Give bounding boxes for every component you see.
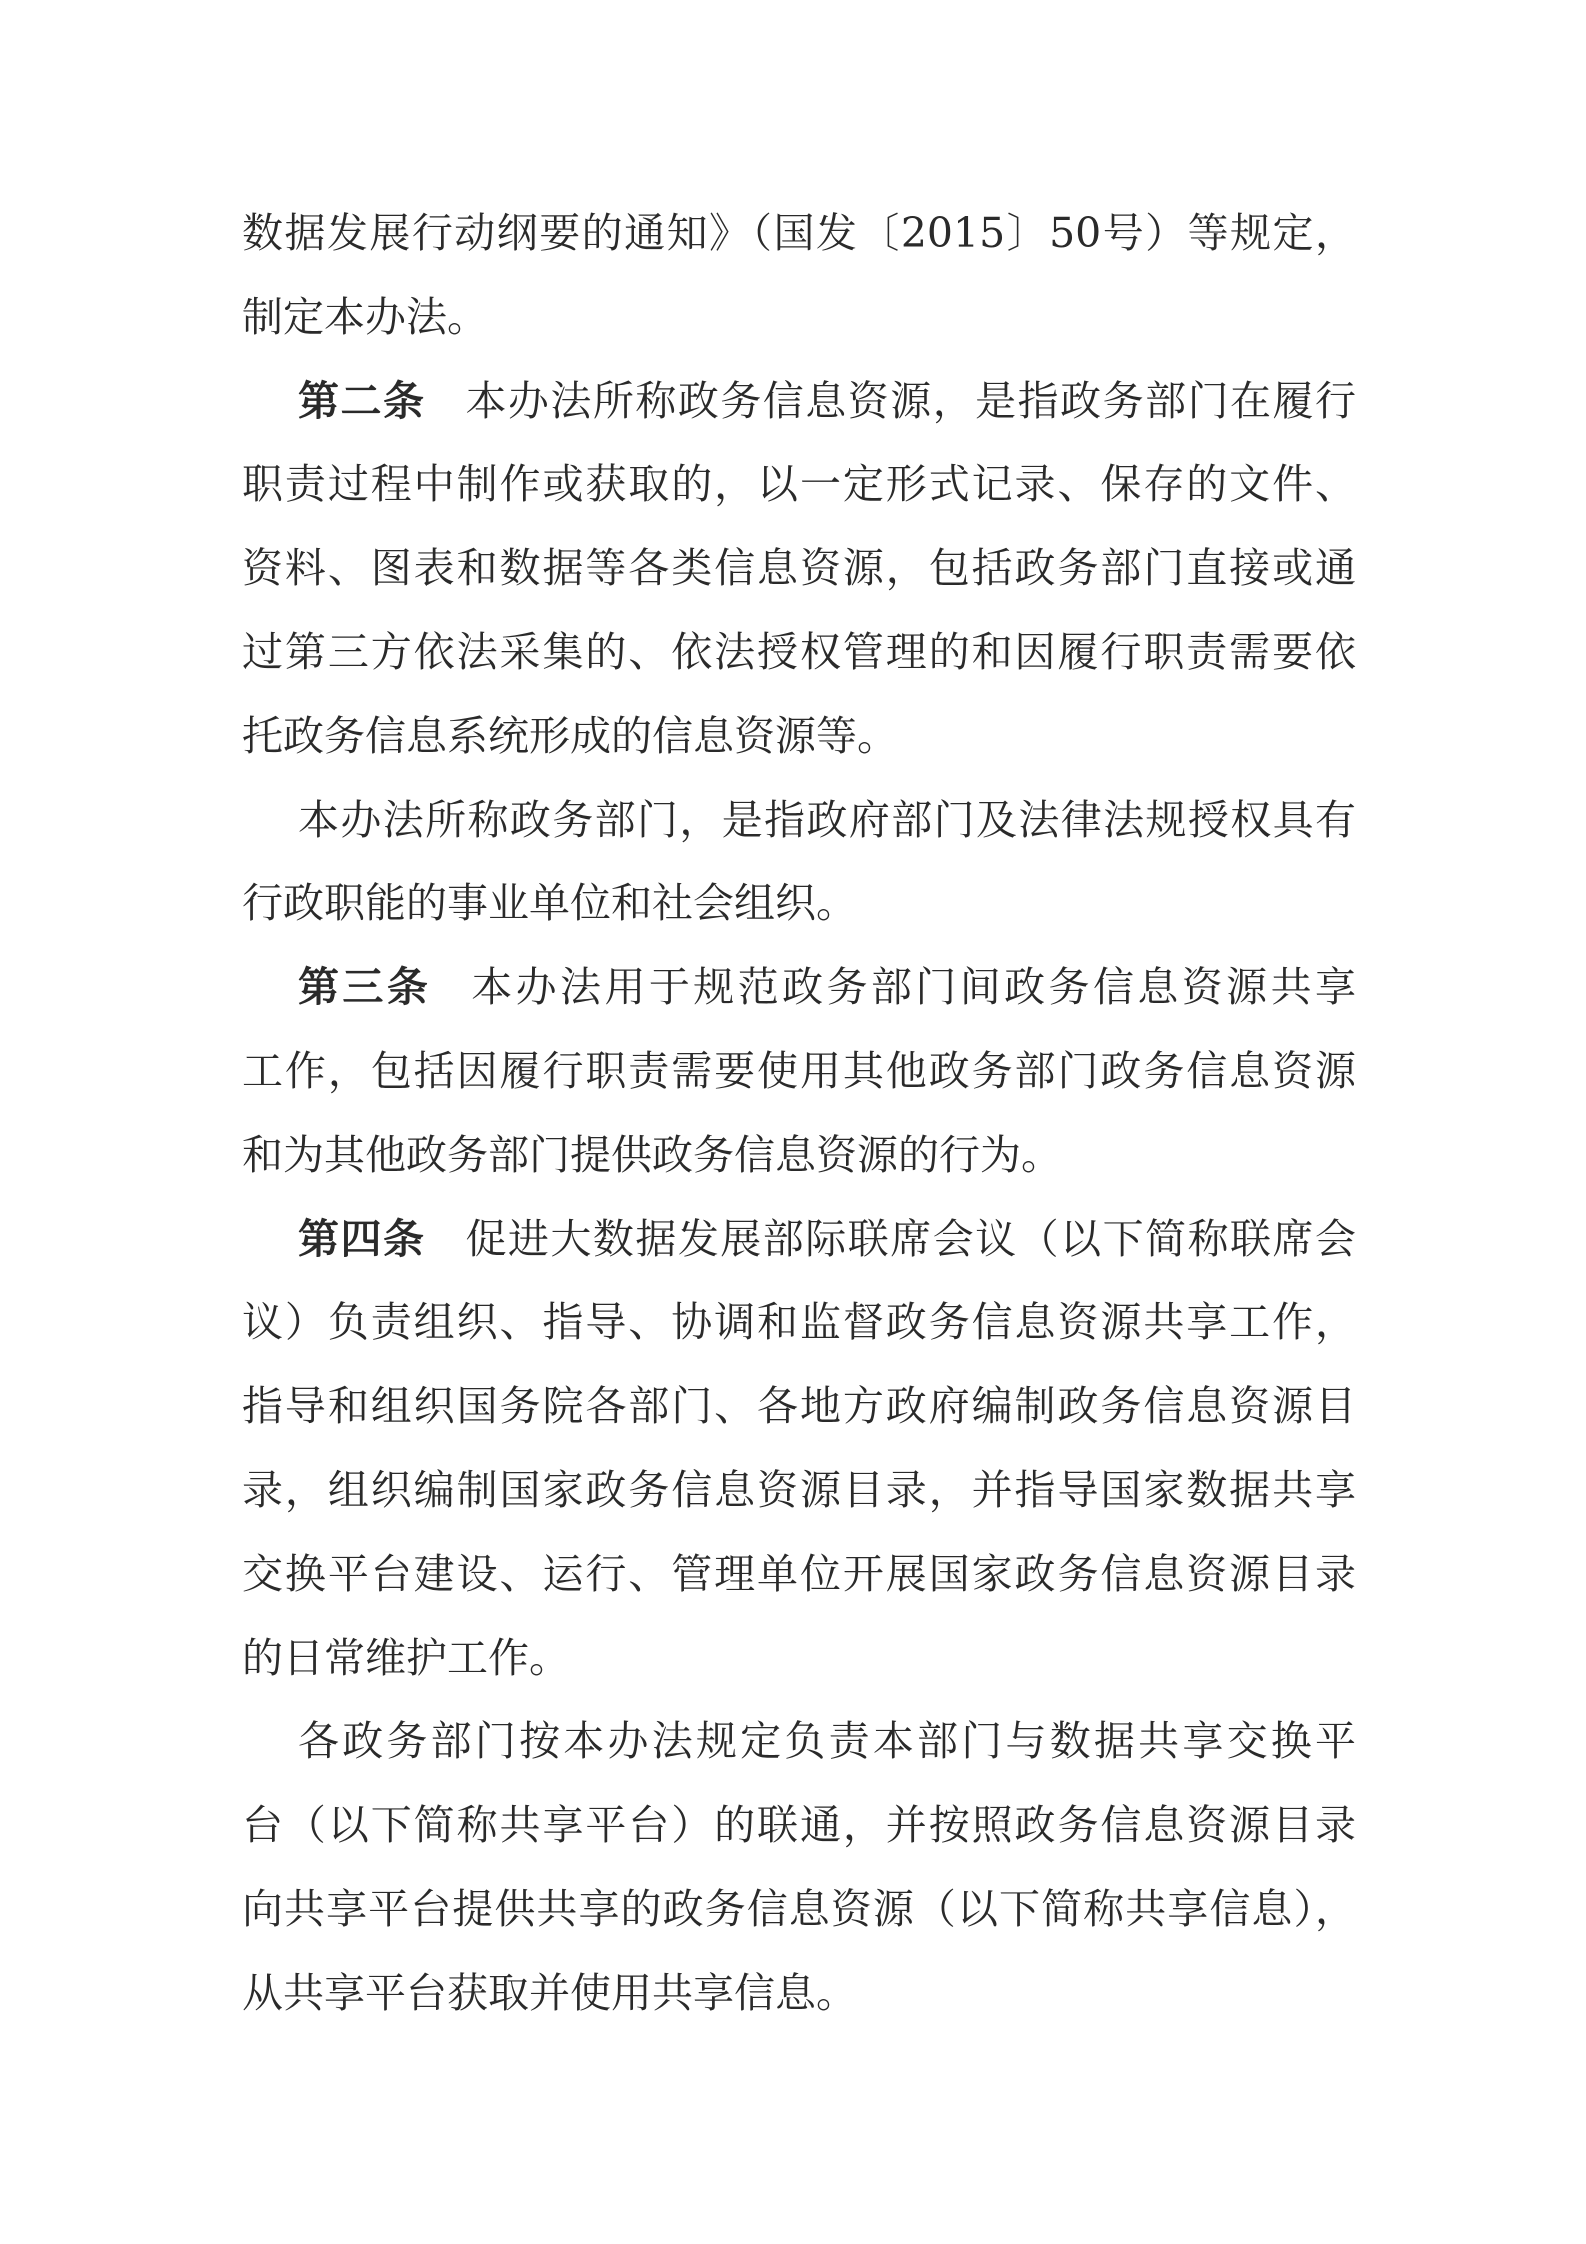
line-text: 从共享平台获取并使用共享信息。 bbox=[242, 1968, 857, 2017]
document-body bbox=[242, 192, 1356, 2036]
line-text: 行政职能的事业单位和社会组织。 bbox=[242, 879, 857, 928]
article-3-heading-line bbox=[242, 946, 1356, 1030]
text-line bbox=[242, 1533, 1356, 1617]
article-label: 第二条 bbox=[298, 376, 426, 425]
article-label: 第四条 bbox=[298, 1214, 426, 1263]
line-text: 录，组织编制国家政务信息资源目录，并指导国家数据共享 bbox=[242, 1465, 1356, 1514]
article-4-heading-line bbox=[242, 1198, 1356, 1282]
text-line bbox=[242, 1617, 1356, 1701]
line-text: 向共享平台提供共享的政务信息资源（以下简称共享信息）， bbox=[242, 1884, 1356, 1933]
article-label: 第三条 bbox=[298, 963, 432, 1012]
text-line bbox=[242, 611, 1356, 695]
text-line bbox=[242, 1365, 1356, 1449]
line-text: 职责过程中制作或获取的，以一定形式记录、保存的文件、 bbox=[242, 460, 1356, 509]
text-line bbox=[242, 276, 1356, 360]
line-text: 的日常维护工作。 bbox=[242, 1633, 570, 1682]
line-text: 托政务信息系统形成的信息资源等。 bbox=[242, 711, 898, 760]
text-line bbox=[242, 1700, 1356, 1784]
text-line bbox=[242, 192, 1356, 276]
text-line bbox=[242, 779, 1356, 863]
line-text: 交换平台建设、运行、管理单位开展国家政务信息资源目录 bbox=[242, 1549, 1356, 1598]
article-2-heading-line bbox=[242, 360, 1356, 444]
line-text: 数据发展行动纲要的通知》（国发〔2015〕50号）等规定， bbox=[242, 209, 1356, 257]
line-text: 过第三方依法采集的、依法授权管理的和因履行职责需要依 bbox=[242, 627, 1356, 676]
line-text: 各政务部门按本办法规定负责本部门与数据共享交换平 bbox=[298, 1717, 1356, 1766]
text-line bbox=[242, 1952, 1356, 2036]
text-line bbox=[242, 695, 1356, 779]
line-text: 台（以下简称共享平台）的联通，并按照政务信息资源目录 bbox=[242, 1801, 1356, 1850]
text-line bbox=[242, 1449, 1356, 1533]
line-text: 工作，包括因履行职责需要使用其他政务部门政务信息资源 bbox=[242, 1046, 1356, 1095]
line-text: 制定本办法。 bbox=[242, 292, 488, 341]
line-text: 和为其他政务部门提供政务信息资源的行为。 bbox=[242, 1130, 1062, 1179]
text-line bbox=[242, 1030, 1356, 1114]
line-text: 本办法用于规范政务部门间政务信息资源共享 bbox=[471, 963, 1356, 1012]
text-line bbox=[242, 443, 1356, 527]
line-text: 本办法所称政务部门，是指政府部门及法律法规授权具有 bbox=[298, 795, 1356, 844]
text-line bbox=[242, 1114, 1356, 1198]
text-line bbox=[242, 862, 1356, 946]
text-line bbox=[242, 1281, 1356, 1365]
line-text: 资料、图表和数据等各类信息资源，包括政务部门直接或通 bbox=[242, 544, 1356, 593]
text-line bbox=[242, 1868, 1356, 1952]
text-line bbox=[242, 527, 1356, 611]
text-line bbox=[242, 1784, 1356, 1868]
line-text: 促进大数据发展部际联席会议（以下简称联席会 bbox=[465, 1214, 1356, 1263]
line-text: 指导和组织国务院各部门、各地方政府编制政务信息资源目 bbox=[242, 1382, 1356, 1431]
line-text: 议）负责组织、指导、协调和监督政务信息资源共享工作， bbox=[242, 1298, 1356, 1347]
line-text: 本办法所称政务信息资源，是指政务部门在履行 bbox=[465, 376, 1356, 425]
